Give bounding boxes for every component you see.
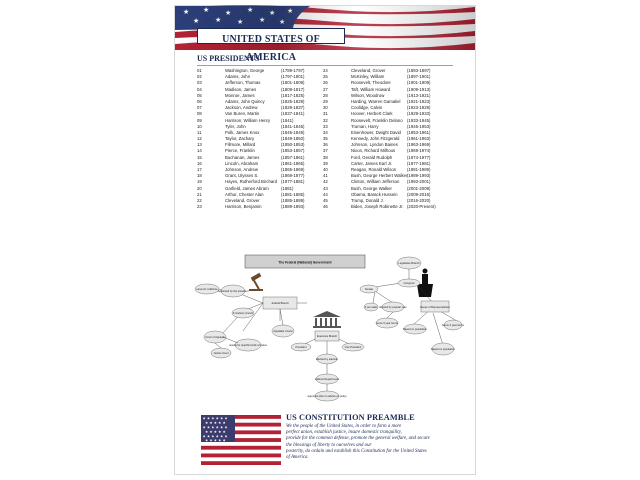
president-name: Jefferson, Thomas — [225, 80, 261, 86]
presidents-column-right — [323, 68, 449, 210]
president-number: 19 — [197, 179, 202, 185]
president-number: 15 — [197, 154, 202, 160]
president-years: (1817-1825) — [281, 92, 305, 98]
president-number: 05 — [197, 92, 202, 98]
president-row — [197, 204, 323, 210]
legislative-node-popular-vote-label: Elected by popular vote — [379, 306, 407, 309]
svg-text:★ ★ ★ ★ ★ ★: ★ ★ ★ ★ ★ ★ — [202, 434, 228, 439]
president-years: (1909-1913) — [407, 86, 431, 92]
president-name: Tyler, John — [225, 123, 246, 129]
president-name: Coolidge, Calvin — [351, 105, 383, 111]
executive-node-cabinet-label: Cabinet Departments — [314, 378, 340, 381]
president-number: 06 — [197, 98, 202, 104]
president-number: 31 — [323, 111, 328, 117]
president-name: Fillmore, Millard — [225, 142, 256, 148]
president-name: Harrison, Benjamin — [225, 204, 262, 210]
president-number: 38 — [323, 154, 328, 160]
president-number: 37 — [323, 148, 328, 154]
president-name: Obama, Barack Hussein — [351, 191, 398, 197]
president-years: (1841-1845) — [281, 123, 305, 129]
judicial-node-justices-label: 9 Justices (Court) — [232, 312, 254, 315]
president-number: 11 — [197, 129, 202, 135]
executive-node-president-label: President — [295, 346, 307, 349]
president-number: 45 — [323, 197, 328, 203]
president-name: Adams, John Quincy — [225, 98, 265, 104]
svg-text:★ ★ ★ ★ ★: ★ ★ ★ ★ ★ — [205, 438, 226, 443]
president-name: Clinton, William Jefferson — [351, 179, 400, 185]
preamble-line: of America. — [286, 455, 309, 461]
president-number: 04 — [197, 86, 202, 92]
executive-node-agencies-label: Agencies often to advise on policy — [307, 395, 347, 398]
president-number: 26 — [323, 80, 328, 86]
president-name: McKinley, William — [351, 74, 385, 80]
president-name: Trump, Donald J. — [351, 197, 384, 203]
president-number: 17 — [197, 167, 202, 172]
president-name: Jackson, Andrew — [225, 105, 258, 111]
president-number: 07 — [197, 105, 202, 111]
president-years: (1977-1981) — [407, 160, 431, 166]
courthouse-icon — [313, 311, 341, 328]
president-number: 23 — [197, 204, 202, 210]
president-years: (1885-1889) — [281, 197, 305, 203]
president-name: Wilson, Woodrow — [351, 92, 385, 98]
president-years: (1877-1881) — [281, 179, 305, 185]
president-years: (1869-1877) — [281, 173, 305, 179]
president-years: (1829-1837) — [281, 105, 305, 111]
preamble-line: We the people of the United States, in order to form a more — [286, 424, 402, 429]
judicial-node-appointed-label: Appointed by the president — [217, 290, 249, 293]
government-structure-diagram — [193, 251, 463, 401]
president-years: (1809-1817) — [281, 86, 305, 92]
president-name: Taylor, Zachary — [225, 136, 255, 142]
president-years: (1797-1801) — [281, 74, 305, 80]
president-name: Roosevelt, Theodore — [351, 80, 391, 86]
preamble-line: provide for the common defense, promote the general welfare, and secure — [286, 436, 430, 442]
presidents-heading: US PRESIDENTS — [197, 54, 260, 63]
president-years: (1945-1953) — [407, 123, 431, 129]
president-years: (1850-1853) — [281, 142, 305, 148]
president-number: 22 — [197, 197, 202, 203]
president-years: (1933-1945) — [407, 117, 431, 123]
president-name: Cleveland, Grover — [225, 197, 260, 203]
legislative-branch-label: Legislative Branch — [398, 262, 420, 265]
president-number: 28 — [323, 92, 328, 98]
president-name: Carter, James Earl Jr. — [351, 160, 393, 166]
president-name: Eisenhower, Dwight David — [351, 129, 401, 135]
legislative-node-two-year-label: Serve 2 year terms — [442, 324, 464, 327]
preamble-heading: US CONSTITUTION PREAMBLE — [286, 413, 415, 422]
president-name: Biden, Joseph Robinette Jr. — [351, 204, 404, 210]
president-number: 44 — [323, 191, 328, 197]
president-years: (1974-1977) — [407, 154, 431, 160]
president-number: 32 — [323, 117, 328, 123]
president-years: (1857-1861) — [281, 154, 305, 160]
executive-node-vice-president-label: Vice President — [344, 346, 362, 349]
president-years: (2020-Present) — [407, 204, 436, 210]
president-years: (1801-1809) — [281, 80, 305, 86]
president-name: Truman, Harry — [351, 123, 379, 129]
svg-text:★ ★ ★ ★ ★ ★: ★ ★ ★ ★ ★ ★ — [202, 425, 228, 430]
judicial-node-appeals-label: Court of Appeals — [205, 336, 225, 339]
president-years: (1893-1897) — [407, 68, 431, 73]
president-name: Nixon, Richard Milhous — [351, 148, 396, 154]
president-number: 29 — [323, 98, 328, 104]
president-years: (1837-1841) — [281, 111, 305, 117]
president-number: 30 — [323, 105, 328, 111]
president-number: 13 — [197, 142, 202, 148]
president-name: Hayes, Rutherford Birchard — [225, 179, 278, 185]
president-number: 09 — [197, 117, 202, 123]
president-name: Roosevelt, Franklin Delano — [351, 117, 403, 123]
president-years: (1865-1869) — [281, 167, 305, 172]
president-years: (1897-1901) — [407, 74, 431, 80]
presidents-column-left — [197, 68, 323, 210]
president-name: Madison, James — [225, 86, 257, 92]
president-years: (1989-1993) — [407, 173, 431, 179]
president-number: 34 — [323, 129, 328, 135]
president-number: 14 — [197, 148, 202, 154]
president-name: Ford, Gerald Rudolph — [351, 154, 393, 160]
president-years: (1889-1893) — [281, 204, 305, 210]
president-years: (2016-2020) — [407, 197, 431, 203]
judicial-node-results-label: results for specific kinds of cases — [229, 344, 267, 347]
svg-text:★ ★ ★ ★ ★ ★: ★ ★ ★ ★ ★ ★ — [202, 416, 228, 421]
legislative-node-population-2-label: Based on population — [431, 348, 455, 351]
president-years: (1789-1797) — [281, 68, 305, 73]
president-name: Johnson, Lyndon Baines — [351, 142, 398, 148]
president-number: 43 — [323, 185, 328, 191]
president-number: 02 — [197, 74, 202, 80]
president-name: Polk, James Knox — [225, 129, 260, 135]
president-number: 41 — [323, 173, 328, 179]
president-number: 25 — [323, 74, 328, 80]
president-years: (1901-1909) — [407, 80, 431, 86]
president-name: Bush, George Walker — [351, 185, 392, 191]
us-flag-small — [201, 415, 281, 465]
president-number: 40 — [323, 167, 328, 172]
president-name: Grant, Ulysses S. — [225, 173, 259, 179]
poster — [175, 6, 475, 474]
president-years: (1853-1857) — [281, 148, 305, 154]
president-years: (1913-1921) — [407, 92, 431, 98]
preamble-text — [286, 424, 474, 461]
svg-text:★ ★ ★ ★ ★: ★ ★ ★ ★ ★ — [205, 430, 226, 434]
preamble-line: the blessings of liberty to ourselves and our — [286, 442, 372, 448]
president-name: Hoover, Herbert Clark — [351, 111, 393, 117]
president-name: Taft, William Howard — [351, 86, 391, 92]
president-name: Adams, John — [225, 74, 251, 80]
president-name: Harding, Warren Gamaliel — [351, 98, 401, 104]
president-years: (1849-1850) — [281, 136, 305, 142]
preamble-line: posterity, do ordain and establish this Constitution for the United States — [286, 448, 427, 454]
president-years: (1841) — [281, 117, 294, 123]
legislative-node-senate-label: Senate — [364, 288, 374, 291]
judicial-node-appellate-label: Appellate Courts — [273, 330, 293, 333]
president-number: 10 — [197, 123, 202, 129]
president-name: Garfield, James Abram — [225, 185, 269, 191]
president-row — [323, 204, 449, 210]
legislative-node-population-label: Based on population — [403, 328, 427, 331]
president-years: (2009-2016) — [407, 191, 431, 197]
president-years: (1961-1963) — [407, 136, 431, 142]
legislative-node-house-label: House of Representatives — [420, 306, 450, 309]
president-years: (1963-1969) — [407, 142, 431, 148]
president-number: 18 — [197, 173, 202, 179]
president-number: 21 — [197, 191, 202, 197]
president-number: 27 — [323, 86, 328, 92]
president-years: (1953-1961) — [407, 129, 431, 135]
president-number: 46 — [323, 204, 328, 210]
president-name: Arthur, Chester Alan — [225, 191, 264, 197]
judicial-node-justice-court-label: Justice Court — [213, 352, 229, 355]
executive-branch-label: Executive Branch — [316, 335, 338, 338]
president-number: 42 — [323, 179, 328, 185]
president-number: 20 — [197, 185, 202, 191]
president-years: (1825-1829) — [281, 98, 305, 104]
gavel-icon — [249, 273, 263, 291]
president-number: 36 — [323, 142, 328, 148]
president-name: Johnson, Andrew — [225, 167, 258, 172]
president-name: Washington, George — [225, 68, 265, 73]
president-name: Kennedy, John Fitzgerald — [351, 136, 400, 142]
president-years: (1861-1865) — [281, 160, 305, 166]
president-number: 01 — [197, 68, 202, 73]
president-years: (1881-1885) — [281, 191, 305, 197]
preamble-line: perfect union, establish justice, insure domestic tranquility, — [286, 430, 402, 436]
federal-government-label: The Federal (National) Government — [278, 260, 332, 265]
president-years: (1845-1849) — [281, 129, 305, 135]
president-number: 16 — [197, 160, 202, 166]
president-years: (1981-1989) — [407, 167, 431, 172]
president-years: (1993-2001) — [407, 179, 431, 185]
president-name: Cleveland, Grover — [351, 68, 386, 73]
page-title: UNITED STATES OF AMERICA — [222, 34, 320, 63]
legislative-node-congress-label: Congress — [403, 282, 415, 285]
president-number: 39 — [323, 160, 328, 166]
president-years: (1921-1923) — [407, 98, 431, 104]
president-name: Harrison, William Henry — [225, 117, 271, 123]
president-number: 08 — [197, 111, 202, 117]
executive-node-electors-label: Elected by electors — [316, 358, 338, 361]
president-name: Van Buren, Martin — [225, 111, 260, 117]
president-name: Monroe, James — [225, 92, 255, 98]
presidents-divider — [197, 65, 453, 66]
president-number: 12 — [197, 136, 202, 142]
judicial-branch-label: Judicial Branch — [271, 302, 289, 305]
president-number: 24 — [323, 68, 328, 73]
president-name: Lincoln, Abraham — [225, 160, 259, 166]
president-number: 35 — [323, 136, 328, 142]
president-years: (2001-2009) — [407, 185, 431, 191]
president-years: (1929-1933) — [407, 111, 431, 117]
president-years: (1923-1929) — [407, 105, 431, 111]
legislative-node-six-year-label: serve 6 year terms — [376, 322, 398, 325]
president-name: Reagan, Ronald Wilson — [351, 167, 397, 172]
president-name: Buchanan, James — [225, 154, 260, 160]
svg-text:★ ★ ★ ★ ★: ★ ★ ★ ★ ★ — [205, 421, 226, 425]
president-number: 33 — [323, 123, 328, 129]
judicial-node-lifetime-label: serve for a lifetime — [196, 288, 218, 291]
president-name: Bush, George Herbert Walker — [351, 173, 408, 179]
president-years: (1969-1974) — [407, 148, 431, 154]
president-name: Pierce, Franklin — [225, 148, 255, 154]
president-years: (1881) — [281, 185, 294, 191]
president-number: 03 — [197, 80, 202, 86]
legislative-node-per-state-label: 2 per state — [364, 306, 378, 309]
